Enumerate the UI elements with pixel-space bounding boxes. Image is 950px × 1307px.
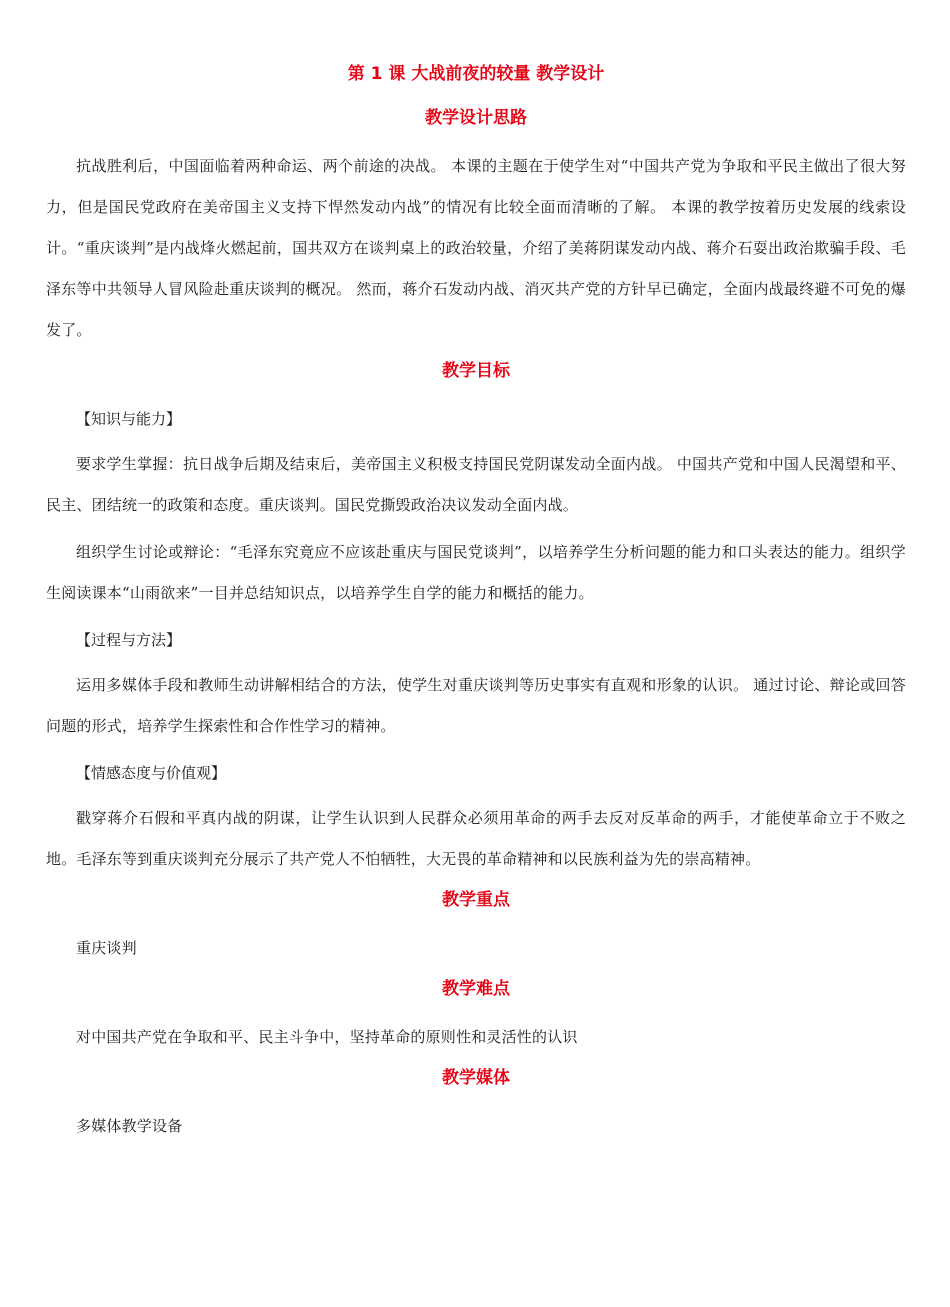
- paragraph-knowledge-2: 组织学生讨论或辩论：“毛泽东究竟应不应该赴重庆与国民党谈判”，以培养学生分析问题的能力和口头表达的能力。组织学生阅读课本“山雨欲来”一目并总结知识点，以培养学生自学的能力和概括的能力。: [46, 543, 906, 602]
- subheading-process: 【过程与方法】: [76, 631, 182, 649]
- paragraph-media: 多媒体教学设备: [76, 1117, 183, 1135]
- heading-key-point: 教学重点: [442, 890, 510, 910]
- paragraph-emotion: 戳穿蒋介石假和平真内战的阴谋，让学生认识到人民群众必须用革命的两手去反对反革命的两手，才能使革命立于不败之地。毛泽东等到重庆谈判充分展示了共产党人不怕牺牲，大无畏的革命精神和以民族利益为先的崇高精神。: [46, 809, 906, 868]
- heading-media: 教学媒体: [442, 1068, 510, 1088]
- paragraph-design-idea: 抗战胜利后，中国面临着两种命运、两个前途的决战。 本课的主题在于使学生对“中国共产党为争取和平民主做出了很大努力，但是国民党政府在美帝国主义支持下悍然发动内战”的情况有比较全面而清晰的了解。 本课的教学按着历史发展的线索设计。“重庆谈判”是内战烽火燃起前，国共双方在谈判桌上的政治较量，介绍了美蒋阴谋发动内战、蒋介石耍出政治欺骗手段、毛泽东等中共领导人冒风险赴重庆谈判的概况。 然而，蒋介石发动内战、消灭共产党的方针早已确定，全面内战最终避不可免的爆发了。: [46, 157, 906, 339]
- subheading-emotion: 【情感态度与价值观】: [76, 764, 227, 782]
- heading-objectives: 教学目标: [442, 361, 510, 381]
- paragraph-knowledge-1: 要求学生掌握：抗日战争后期及结束后，美帝国主义积极支持国民党阴谋发动全面内战。 中国共产党和中国人民渴望和平、民主、团结统一的政策和态度。重庆谈判。国民党撕毁政治决议发动全面内战。: [46, 455, 906, 514]
- heading-design-idea: 教学设计思路: [425, 108, 527, 128]
- paragraph-difficulty: 对中国共产党在争取和平、民主斗争中，坚持革命的原则性和灵活性的认识: [76, 1028, 578, 1046]
- heading-difficulty: 教学难点: [442, 979, 510, 999]
- paragraph-process: 运用多媒体手段和教师生动讲解相结合的方法，使学生对重庆谈判等历史事实有直观和形象的认识。 通过讨论、辩论或回答问题的形式，培养学生探索性和合作性学习的精神。: [46, 676, 906, 735]
- document-title: 第 1 课 大战前夜的较量 教学设计: [347, 64, 605, 84]
- subheading-knowledge: 【知识与能力】: [76, 410, 182, 428]
- paragraph-key-point: 重庆谈判: [76, 939, 137, 957]
